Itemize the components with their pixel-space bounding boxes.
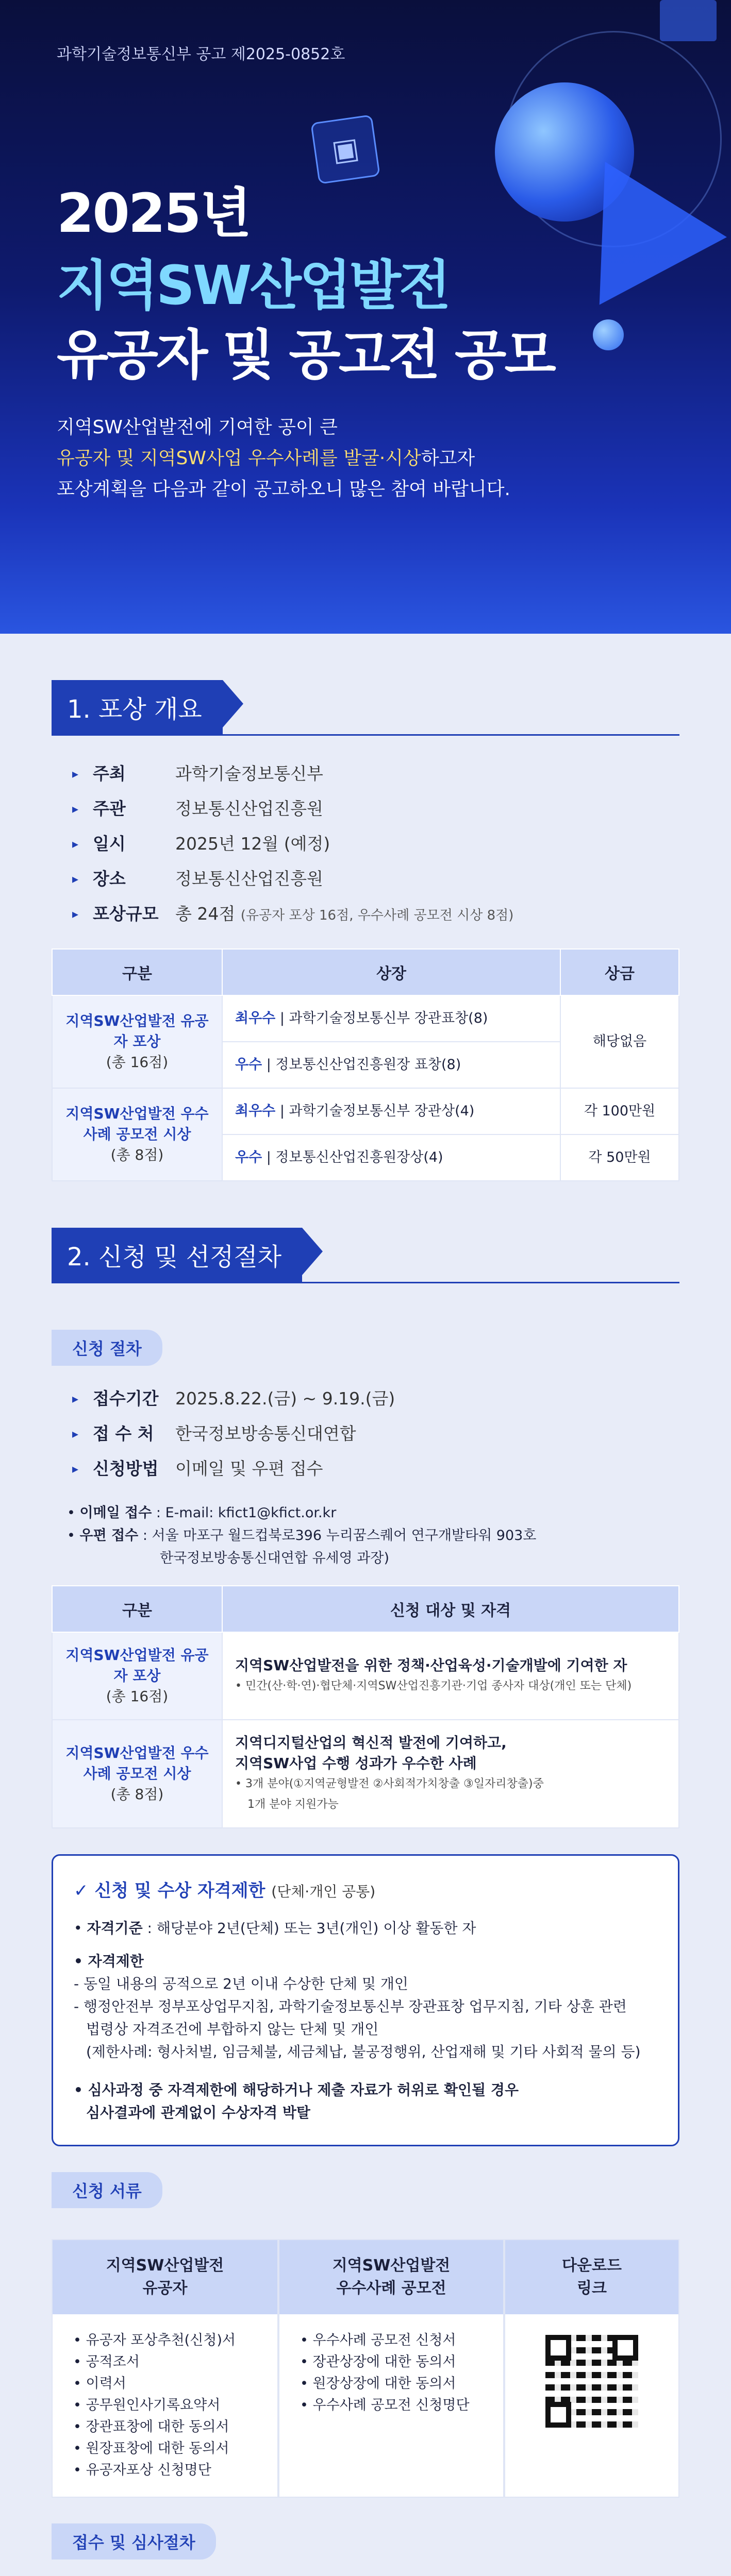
email-label: 이메일 접수 xyxy=(79,1505,152,1521)
info-value: 한국정보방송통신대연합 xyxy=(175,1423,356,1444)
hero-banner xyxy=(0,0,731,634)
table-header: 상장 xyxy=(222,949,560,995)
list-item: • 원장표창에 대한 동의서 xyxy=(73,2438,257,2460)
limit-item: - 동일 내용의 공적으로 2년 이내 수상한 단체 및 개인 xyxy=(74,1975,408,1992)
list-item: • 유공자 포상추천(신청)서 xyxy=(73,2330,257,2351)
section-overview xyxy=(0,634,731,1181)
award-cell xyxy=(222,1134,560,1181)
section-title: 1. 포상 개요 xyxy=(52,680,223,734)
table-row xyxy=(52,1720,679,1828)
documents-list xyxy=(53,2314,277,2497)
documents-column-title xyxy=(53,2240,277,2314)
eligibility-main: 지역SW산업발전을 위한 정책·산업육성·기술개발에 기여한 자 xyxy=(235,1657,627,1674)
lead-highlight: 유공자 및 지역SW사업 우수사례를 발굴·시상 xyxy=(57,448,421,469)
info-value: 2025.8.22.(금) ~ 9.19.(금) xyxy=(175,1388,395,1409)
limit-item: (제한사례: 형사처벌, 임금체불, 세금체납, 불공정행위, 산업재해 및 기타 사회적 물의 등) xyxy=(86,2043,641,2060)
sub-title: 접수 및 심사절차 xyxy=(52,2523,216,2560)
group-name: 지역SW산업발전 우수사례 공모전 시상 xyxy=(65,1744,209,1782)
table-header: 구분 xyxy=(52,1586,222,1632)
eligibility-table xyxy=(52,1585,679,1828)
group-count: (총 16점) xyxy=(106,1688,169,1705)
info-value xyxy=(175,896,513,933)
list-item: • 우수사례 공모전 신청서 xyxy=(300,2330,483,2351)
submission-details xyxy=(67,1502,679,1570)
list-item: • 원장상장에 대한 동의서 xyxy=(300,2373,483,2395)
basis-line: • 자격기준 : 해당분야 2년(단체) 또는 3년(개인) 이상 활동한 자 xyxy=(74,1920,476,1937)
info-row xyxy=(72,896,679,933)
table-row xyxy=(52,995,679,1042)
prize-note: (유공자 포상 16점, 우수사례 공모전 시상 8점) xyxy=(240,908,514,923)
sub-title: 신청 서류 xyxy=(52,2172,162,2208)
col-title-line: 우수사례 공모전 xyxy=(336,2279,446,2297)
section-application xyxy=(0,1181,731,2576)
restriction-box xyxy=(52,1854,679,2146)
info-key: ▸ 장소 xyxy=(72,861,175,896)
award-cell xyxy=(222,995,560,1042)
title-line1: 지역SW산업발전 xyxy=(57,254,449,317)
info-row xyxy=(72,1381,679,1416)
info-key: ▸ 일시 xyxy=(72,826,175,861)
col-title-line: 지역SW산업발전 xyxy=(332,2257,451,2275)
info-row xyxy=(72,756,679,791)
decorative-cube xyxy=(660,0,717,41)
info-row xyxy=(72,861,679,896)
title-line2: 유공자 및 공고전 공모 xyxy=(57,324,554,386)
limit-item: 법령상 자격조건에 부합하지 않는 단체 및 개인 xyxy=(86,2021,379,2038)
limit-item: - 행정안전부 정부포상업무지침, 과학기술정보통신부 장관표창 업무지침, 기타 상훈 관련 xyxy=(74,1998,627,2015)
table-row xyxy=(52,1088,679,1134)
award-level: 최우수 xyxy=(235,1103,276,1119)
prize-total: 총 24점 xyxy=(175,904,236,924)
table-row xyxy=(52,1632,679,1720)
info-row xyxy=(72,791,679,826)
qr-code-icon[interactable] xyxy=(545,2335,638,2428)
eligibility-cell xyxy=(222,1632,679,1720)
list-item: • 공적조서 xyxy=(73,2351,257,2373)
email-line: • 이메일 접수 : E-mail: kfict1@kfict.or.kr xyxy=(67,1505,337,1521)
award-name: | 과학기술정보통신부 장관상(4) xyxy=(275,1103,475,1119)
post-address: : 서울 마포구 월드컵북로396 누리꿈스퀘어 연구개발타워 903호 xyxy=(138,1528,537,1544)
group-cell xyxy=(52,1720,222,1828)
info-key: ▸ 주최 xyxy=(72,756,175,791)
group-name: 지역SW산업발전 유공자 포상 xyxy=(65,1647,209,1684)
award-level: 우수 xyxy=(235,1057,262,1073)
lead-line3: 포상계획을 다음과 같이 공고하오니 많은 참여 바랍니다. xyxy=(57,479,510,500)
warning-line: • 심사과정 중 자격제한에 해당하거나 제출 자료가 허위로 확인될 경우 xyxy=(74,2081,519,2098)
award-level: 우수 xyxy=(235,1149,262,1165)
award-name: | 정보통신산업진흥원장상(4) xyxy=(262,1149,443,1165)
notice-number: 과학기술정보통신부 공고 제2025-0852호 xyxy=(57,45,345,63)
sub-title: 신청 절차 xyxy=(52,1330,162,1366)
documents-column xyxy=(278,2239,504,2498)
info-value: 과학기술정보통신부 xyxy=(175,764,323,784)
award-name: | 과학기술정보통신부 장관표창(8) xyxy=(275,1010,488,1026)
award-cell xyxy=(222,1088,560,1134)
eligibility-sub: 1개 분야 지원가능 xyxy=(247,1798,339,1811)
restriction-title xyxy=(74,1876,657,1902)
post-address-2: 한국정보방송통신대연합 유세영 과장) xyxy=(160,1550,390,1566)
lead-line2-rest: 하고자 xyxy=(421,448,475,469)
eligibility-sub: • 3개 분야(①지역균형발전 ②사회적가치창출 ③일자리창출)중 xyxy=(235,1777,544,1790)
basis-label: 자격기준 xyxy=(87,1920,143,1937)
award-name: | 정보통신산업진흥원장 표창(8) xyxy=(262,1057,461,1073)
info-row xyxy=(72,826,679,861)
info-key: ▸ 주관 xyxy=(72,791,175,826)
group-cell xyxy=(52,995,222,1088)
col-title-line: 다운로드 xyxy=(562,2257,622,2275)
documents-column-title xyxy=(279,2240,503,2314)
list-item: • 유공자포상 신청명단 xyxy=(73,2460,257,2481)
download-column xyxy=(504,2239,679,2498)
list-item: • 이력서 xyxy=(73,2373,257,2395)
col-title-line: 지역SW산업발전 xyxy=(106,2257,224,2275)
info-row xyxy=(72,1416,679,1451)
info-value: 이메일 및 우편 접수 xyxy=(175,1459,323,1479)
post-label: 우편 접수 xyxy=(79,1528,139,1544)
info-key: ▸ 신청방법 xyxy=(72,1451,175,1486)
decorative-small-sphere xyxy=(593,319,624,350)
eligibility-main: 지역SW사업 수행 성과가 우수한 사례 xyxy=(235,1755,477,1772)
table-header: 구분 xyxy=(52,949,222,995)
table-header: 신청 대상 및 자격 xyxy=(222,1586,679,1632)
group-cell xyxy=(52,1632,222,1720)
info-row xyxy=(72,1451,679,1486)
documents-grid xyxy=(52,2239,679,2498)
email-address[interactable]: : E-mail: kfict1@kfict.or.kr xyxy=(152,1505,337,1521)
warning-text: 심사과정 중 자격제한에 해당하거나 제출 자료가 허위로 확인될 경우 xyxy=(88,2081,519,2098)
award-table xyxy=(52,948,679,1181)
prize-cell: 각 50만원 xyxy=(560,1134,679,1181)
info-key: ▸ 접 수 처 xyxy=(72,1416,175,1451)
lead-line2 xyxy=(57,443,510,474)
warning-text: 심사결과에 관계없이 수상자격 박탈 xyxy=(86,2104,310,2121)
col-title-line: 유공자 xyxy=(142,2279,188,2297)
section-title: 2. 신청 및 선정절차 xyxy=(52,1228,302,1282)
download-title xyxy=(505,2240,678,2314)
eligibility-cell xyxy=(222,1720,679,1828)
prize-cell: 각 100만원 xyxy=(560,1088,679,1134)
award-level: 최우수 xyxy=(235,1010,276,1026)
post-line: • 우편 접수 : 서울 마포구 월드컵북로396 누리꿈스퀘어 연구개발타워 903호 xyxy=(67,1528,537,1544)
restriction-subheading: (단체·개인 공통) xyxy=(271,1883,376,1900)
list-item: • 장관상장에 대한 동의서 xyxy=(300,2351,483,2373)
info-key: ▸ 포상규모 xyxy=(72,896,175,933)
info-key: ▸ 접수기간 xyxy=(72,1381,175,1416)
lead-text xyxy=(57,412,510,505)
list-item: • 공무원인사기록요약서 xyxy=(73,2395,257,2416)
divider xyxy=(52,1282,679,1283)
info-value: 정보통신산업진흥원 xyxy=(175,799,323,819)
basis-text: : 해당분야 2년(단체) 또는 3년(개인) 이상 활동한 자 xyxy=(142,1920,476,1937)
documents-column xyxy=(52,2239,278,2498)
table-header: 상금 xyxy=(560,949,679,995)
group-name: 지역SW산업발전 우수사례 공모전 시상 xyxy=(65,1105,209,1143)
eligibility-main: 지역디지털산업의 혁신적 발전에 기여하고, xyxy=(235,1734,507,1751)
chip-icon: ▣ xyxy=(310,114,380,184)
title-year: 2025년 xyxy=(57,182,250,245)
group-cell xyxy=(52,1088,222,1181)
group-count: (총 8점) xyxy=(110,1786,164,1803)
divider xyxy=(52,734,679,736)
eligibility-sub: • 민간(산·학·연)·협단체·지역SW산업진흥기관·기업 종사자 대상(개인 또는 단체) xyxy=(235,1680,632,1692)
info-value: 2025년 12월 (예정) xyxy=(175,834,330,854)
col-title-line: 링크 xyxy=(577,2279,607,2297)
limit-label: 자격제한 xyxy=(88,1953,144,1970)
restriction-heading: ✓ 신청 및 수상 자격제한 xyxy=(74,1880,265,1901)
list-item: • 우수사례 공모전 신청명단 xyxy=(300,2395,483,2416)
info-value: 정보통신산업진흥원 xyxy=(175,869,323,889)
documents-list xyxy=(279,2314,503,2432)
lead-line1: 지역SW산업발전에 기여한 공이 큰 xyxy=(57,417,338,438)
group-name: 지역SW산업발전 유공자 포상 xyxy=(65,1012,209,1050)
group-count: (총 16점) xyxy=(106,1054,169,1071)
limit-label-line: • 자격제한 xyxy=(74,1953,144,1970)
group-count: (총 8점) xyxy=(110,1146,164,1163)
list-item: • 장관표창에 대한 동의서 xyxy=(73,2416,257,2438)
prize-cell: 해당없음 xyxy=(560,995,679,1088)
award-cell xyxy=(222,1042,560,1088)
